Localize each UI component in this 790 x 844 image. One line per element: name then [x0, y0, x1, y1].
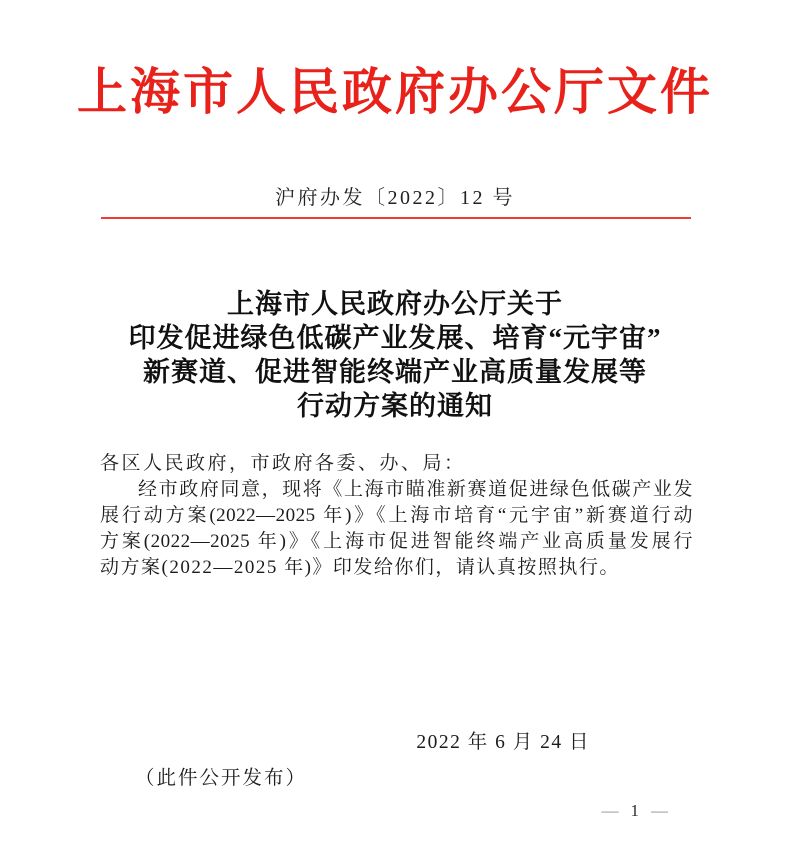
- notice-title: [50, 287, 740, 423]
- page-number-dash: —: [651, 801, 668, 820]
- red-divider-line: [101, 217, 691, 219]
- notice-title-line: 印发促进绿色低碳产业发展、培育“元宇宙”: [128, 323, 662, 353]
- page-number-dash: —: [601, 801, 619, 820]
- public-release-note: （此件公开发布）: [135, 768, 308, 789]
- paragraph-line: 展行动方案(2022—2025 年)》《上海市培育“元宇宙”新赛道行动: [100, 505, 693, 526]
- paragraph-line: 方案(2022—2025 年)》《上海市促进智能终端产业高质量发展行: [100, 531, 693, 552]
- document-number: 沪府办发〔2022〕12 号: [275, 187, 515, 209]
- salutation-line: 各区人民政府，市政府各委、办、局：: [100, 453, 466, 474]
- notice-title-line: 新赛道、促进智能终端产业高质量发展等: [143, 357, 647, 387]
- document-date: 2022 年 6 月 24 日: [416, 732, 590, 753]
- page-number: [602, 801, 669, 821]
- notice-title-line: 行动方案的通知: [297, 391, 493, 421]
- letterhead-title: 上海市人民政府办公厅文件: [77, 64, 713, 120]
- paragraph-line: 动方案(2022—2025 年)》印发给你们，请认真按照执行。: [100, 557, 620, 578]
- page-number-value: 1: [630, 801, 639, 820]
- notice-title-line: 上海市人民政府办公厅关于: [227, 289, 563, 319]
- body-text: [100, 451, 693, 581]
- paragraph-line: 经市政府同意，现将《上海市瞄准新赛道促进绿色低碳产业发: [138, 479, 693, 500]
